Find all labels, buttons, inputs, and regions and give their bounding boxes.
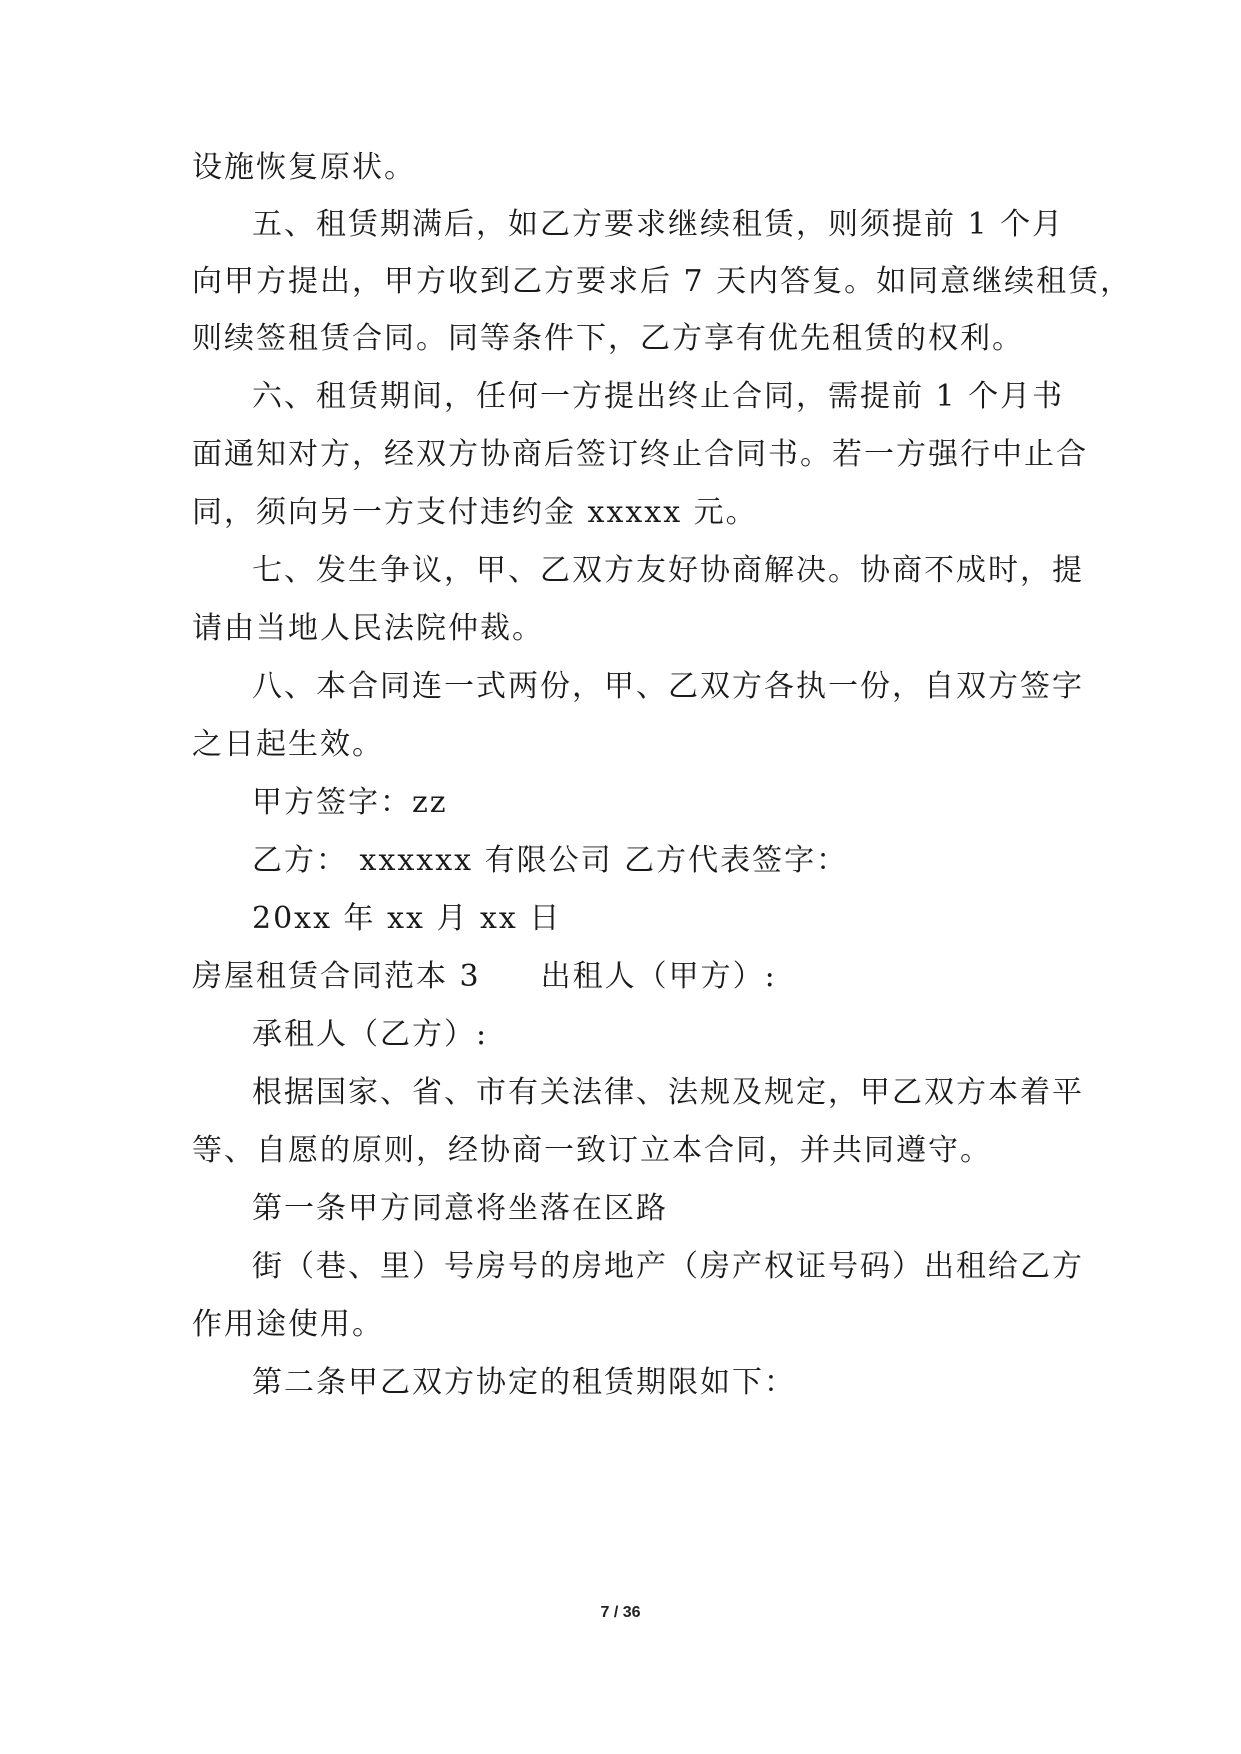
paragraph-line: 第二条甲乙双方协定的租赁期限如下： <box>252 1365 796 1400</box>
party-b-signature: 乙方： xxxxxx 有限公司 乙方代表签字： <box>252 843 849 878</box>
paragraph-line: 设施恢复原状。 <box>192 150 416 185</box>
paragraph-line: 面通知对方，经双方协商后签订终止合同书。若一方强行中止合 <box>192 437 1088 472</box>
section-title: 房屋租赁合同范本 3 <box>192 959 481 994</box>
paragraph-line: 向甲方提出，甲方收到乙方要求后 7 天内答复。如同意继续租赁， <box>192 264 1133 299</box>
paragraph-line: 之日起生效。 <box>192 727 384 762</box>
paragraph-line: 街（巷、里）号房号的房地产（房产权证号码）出租给乙方 <box>252 1249 1084 1284</box>
paragraph-line: 六、租赁期间，任何一方提出终止合同，需提前 1 个月书 <box>252 379 1065 414</box>
signing-date: 20xx 年 xx 月 xx 日 <box>252 901 562 936</box>
paragraph-line: 则续签租赁合同。同等条件下，乙方享有优先租赁的权利。 <box>192 321 1024 356</box>
paragraph-line: 七、发生争议，甲、乙双方友好协商解决。协商不成时，提 <box>252 553 1084 588</box>
page-number: 7 / 36 <box>600 1604 641 1621</box>
paragraph-line: 请由当地人民法院仲裁。 <box>192 611 544 646</box>
paragraph-line: 根据国家、省、市有关法律、法规及规定，甲乙双方本着平 <box>252 1075 1084 1110</box>
section-heading-line <box>192 957 1062 997</box>
paragraph-line: 等、自愿的原则，经协商一致订立本合同，并共同遵守。 <box>192 1133 992 1168</box>
paragraph-line: 同，须向另一方支付违约金 xxxxx 元。 <box>192 495 758 530</box>
lessee-label: 承租人（乙方）: <box>252 1017 489 1052</box>
paragraph-line: 八、本合同连一式两份，甲、乙双方各执一份，自双方签字 <box>252 669 1084 704</box>
party-a-signature: 甲方签字：zz <box>252 785 448 820</box>
paragraph-line: 第一条甲方同意将坐落在区路 <box>252 1191 668 1226</box>
paragraph-line: 作用途使用。 <box>192 1307 384 1342</box>
paragraph-line: 五、租赁期满后，如乙方要求继续租赁，则须提前 1 个月 <box>252 207 1065 242</box>
lessor-label: 出租人（甲方）: <box>540 959 777 994</box>
